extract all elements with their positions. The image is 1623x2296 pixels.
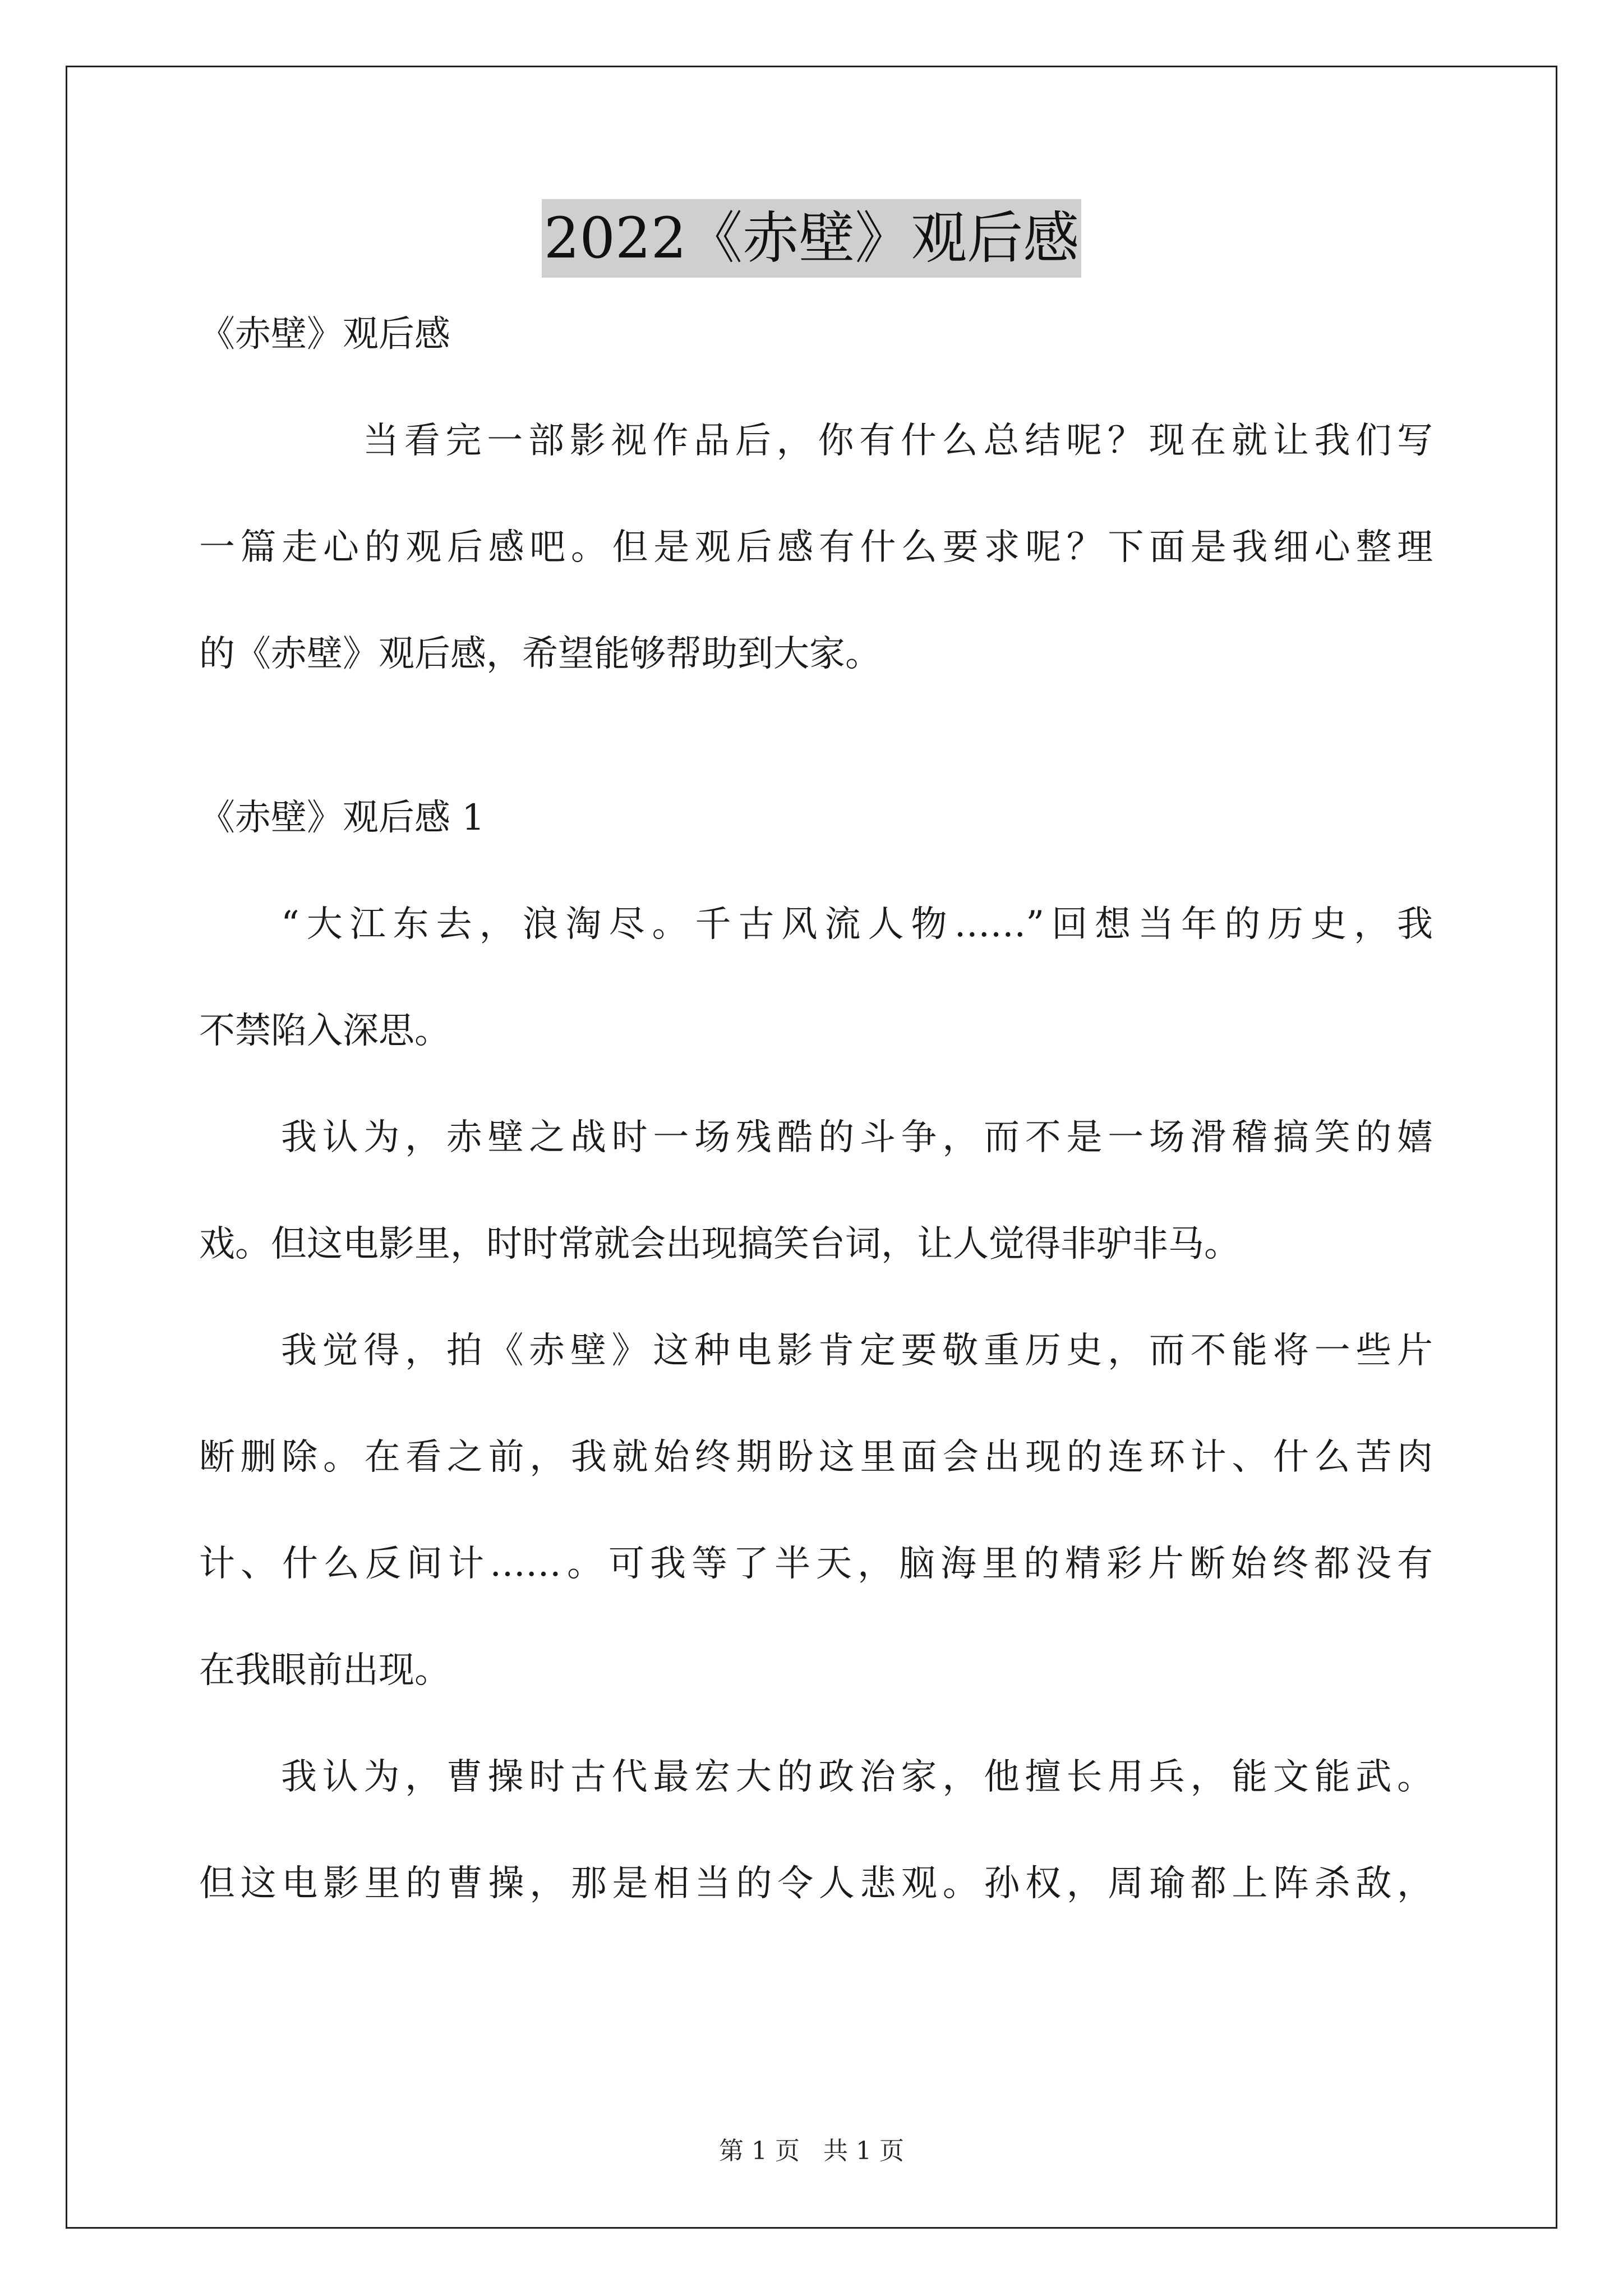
paragraph-1: [199, 904, 1433, 1051]
paragraph-line: 但这电影里的曹操，那是相当的令人悲观。孙权，周瑜都上阵杀敌，: [199, 1863, 1433, 1904]
paragraph-line: 计、什么反间计……。可我等了半天，脑海里的精彩片断始终都没有: [199, 1543, 1433, 1585]
paragraph-line: 戏。但这电影里，时时常就会出现搞笑台词，让人觉得非驴非马。: [199, 1223, 1240, 1265]
paragraph-2: [199, 1117, 1433, 1264]
page-footer: 第 1 页 共 1 页: [719, 2137, 904, 2165]
intro-paragraph: [199, 421, 1433, 674]
paragraph-4: [199, 1757, 1433, 1904]
paragraph-line: 的《赤壁》观后感，希望能够帮助到大家。: [199, 633, 881, 675]
paragraph-line: 我觉得，拍《赤壁》这种电影肯定要敬重历史，而不能将一些片: [281, 1330, 1433, 1372]
paragraph-line: 在我眼前出现。: [199, 1650, 450, 1691]
title-wrap: [0, 199, 1623, 278]
paragraph-line: 我认为，赤壁之战时一场残酷的斗争，而不是一场滑稽搞笑的嬉: [281, 1117, 1433, 1158]
paragraph-line: 当看完一部影视作品后，你有什么总结呢？现在就让我们写: [363, 420, 1433, 462]
paragraph-line: “大江东去，浪淘尽。千古风流人物……”回想当年的历史，我: [281, 904, 1433, 945]
paragraph-line: 不禁陷入深思。: [199, 1010, 450, 1052]
document-title: 2022《赤壁》观后感: [542, 199, 1082, 278]
paragraph-3: [199, 1331, 1433, 1691]
subtitle: 《赤壁》观后感: [199, 314, 450, 355]
paragraph-line: 断删除。在看之前，我就始终期盼这里面会出现的连环计、什么苦肉: [199, 1437, 1433, 1478]
section-heading: 《赤壁》观后感 1: [199, 797, 485, 839]
paragraph-line: 一篇走心的观后感吧。但是观后感有什么要求呢？下面是我细心整理: [199, 527, 1433, 568]
paragraph-line: 我认为，曹操时古代最宏大的政治家，他擅长用兵，能文能武。: [281, 1756, 1433, 1798]
document-body: [199, 314, 1433, 1970]
